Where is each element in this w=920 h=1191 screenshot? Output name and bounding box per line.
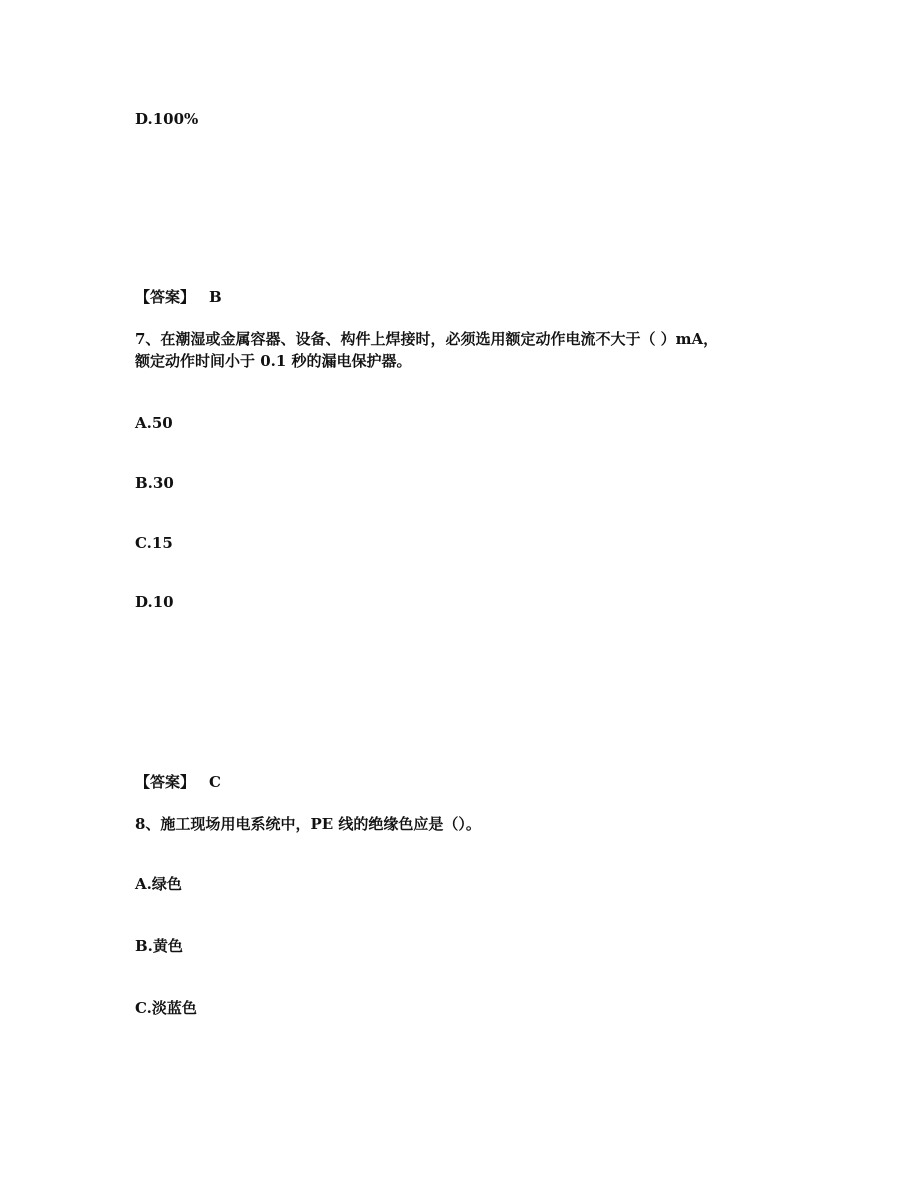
question-8: 8、施工现场用电系统中，PE 线的绝缘色应是（）。: [135, 815, 481, 833]
answer-label: 【答案】: [135, 773, 196, 791]
option-a: A.50: [135, 414, 173, 432]
question-7-line2: 额定动作时间小于 0.1 秒的漏电保护器。: [135, 352, 412, 370]
option-b: B.黄色: [135, 937, 183, 955]
option-d: D.10: [135, 593, 174, 611]
answer-label: 【答案】: [135, 288, 196, 306]
answer-value: C: [209, 773, 221, 791]
option-a: A.绿色: [135, 875, 182, 893]
question-7: [135, 328, 775, 372]
answer-q7: [135, 771, 221, 793]
answer-value: B: [209, 288, 222, 306]
option-c: C.15: [135, 534, 173, 552]
option-d-prev: D.100%: [135, 110, 199, 128]
answer-q6: [135, 286, 222, 308]
option-b: B.30: [135, 474, 174, 492]
question-7-line1: 7、在潮湿或金属容器、设备、构件上焊接时，必须选用额定动作电流不大于（ ）mA，: [135, 330, 719, 348]
option-c: C.淡蓝色: [135, 999, 197, 1017]
